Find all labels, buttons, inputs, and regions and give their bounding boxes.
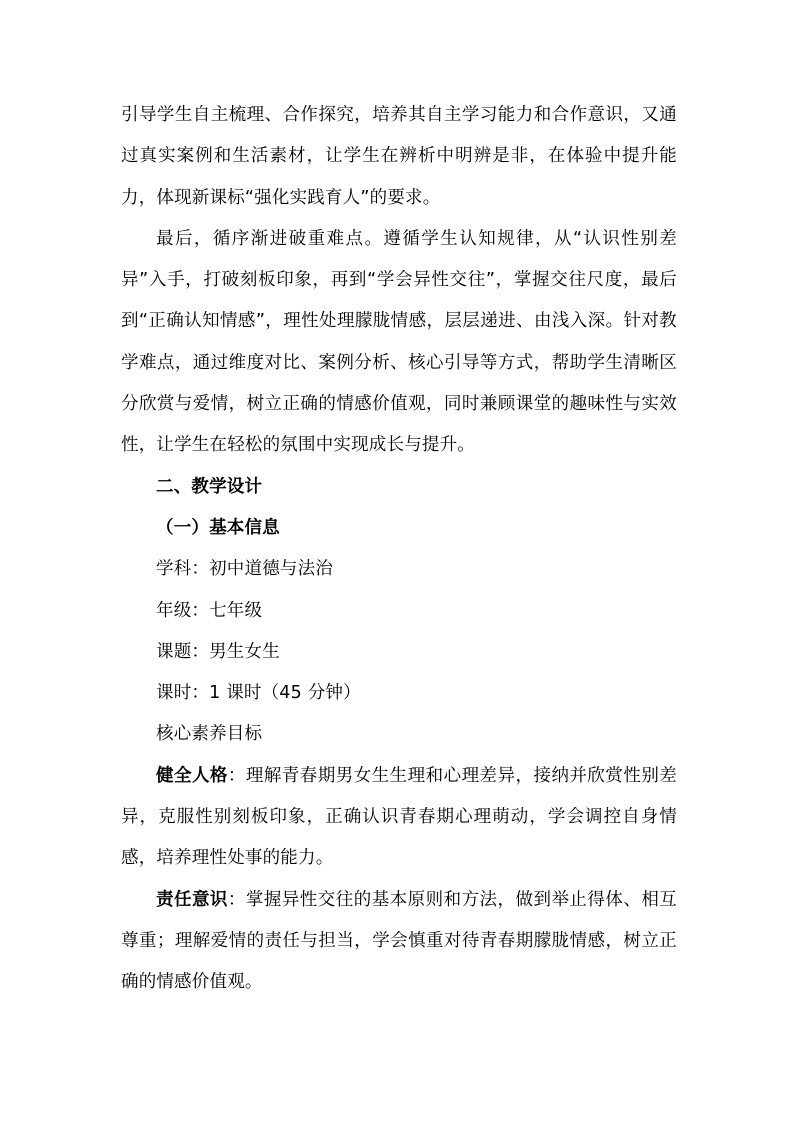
- document-body: [121, 95, 677, 1004]
- paragraph-difficulty: 最后，循序渐进破重难点。遵循学生认知规律，从“认识性别差异”入手，打破刻板印象，再到“学会异性交往”，掌握交往尺度，最后到“正确认知情感”，理性处理朦胧情感，层层递进、由浅入深。针对教学难点，通过维度对比、案例分析、核心引导等方式，帮助学生清晰区分欣赏与爱情，树立正确的情感价值观，同时兼顾课堂的趣味性与实效性，让学生在轻松的氛围中实现成长与提升。: [121, 228, 677, 456]
- info-duration: 课时：1 课时（45 分钟）: [156, 683, 361, 704]
- goal-personality-label: 健全人格: [156, 765, 228, 786]
- section-heading: 二、教学设计: [156, 476, 263, 497]
- goal-personality-text: ：理解青春期男女生生理和心理差异，接纳并欣赏性别差异，克服性别刻板印象，正确认识青春期心理萌动，学会调控自身情感，培养理性处事的能力。: [121, 765, 677, 869]
- goals-title: 核心素养目标: [156, 724, 263, 745]
- info-subject: 学科：初中道德与法治: [156, 559, 333, 580]
- subsection-heading: （一）基本信息: [156, 517, 280, 538]
- info-grade: 年级：七年级: [156, 600, 263, 621]
- goal-personality: [121, 756, 677, 880]
- goal-responsibility-text: ：掌握异性交往的基本原则和方法，做到举止得体、相互尊重；理解爱情的责任与担当，学会慎重对待青春期朦胧情感，树立正确的情感价值观。: [121, 889, 677, 993]
- info-topic: 课题：男生女生: [156, 641, 280, 662]
- goal-responsibility: [121, 880, 677, 1004]
- paragraph-practice: 引导学生自主梳理、合作探究，培养其自主学习能力和合作意识，又通过真实案例和生活素材，让学生在辨析中明辨是非，在体验中提升能力，体现新课标“强化实践育人”的要求。: [121, 105, 677, 208]
- goal-responsibility-label: 责任意识: [156, 889, 228, 910]
